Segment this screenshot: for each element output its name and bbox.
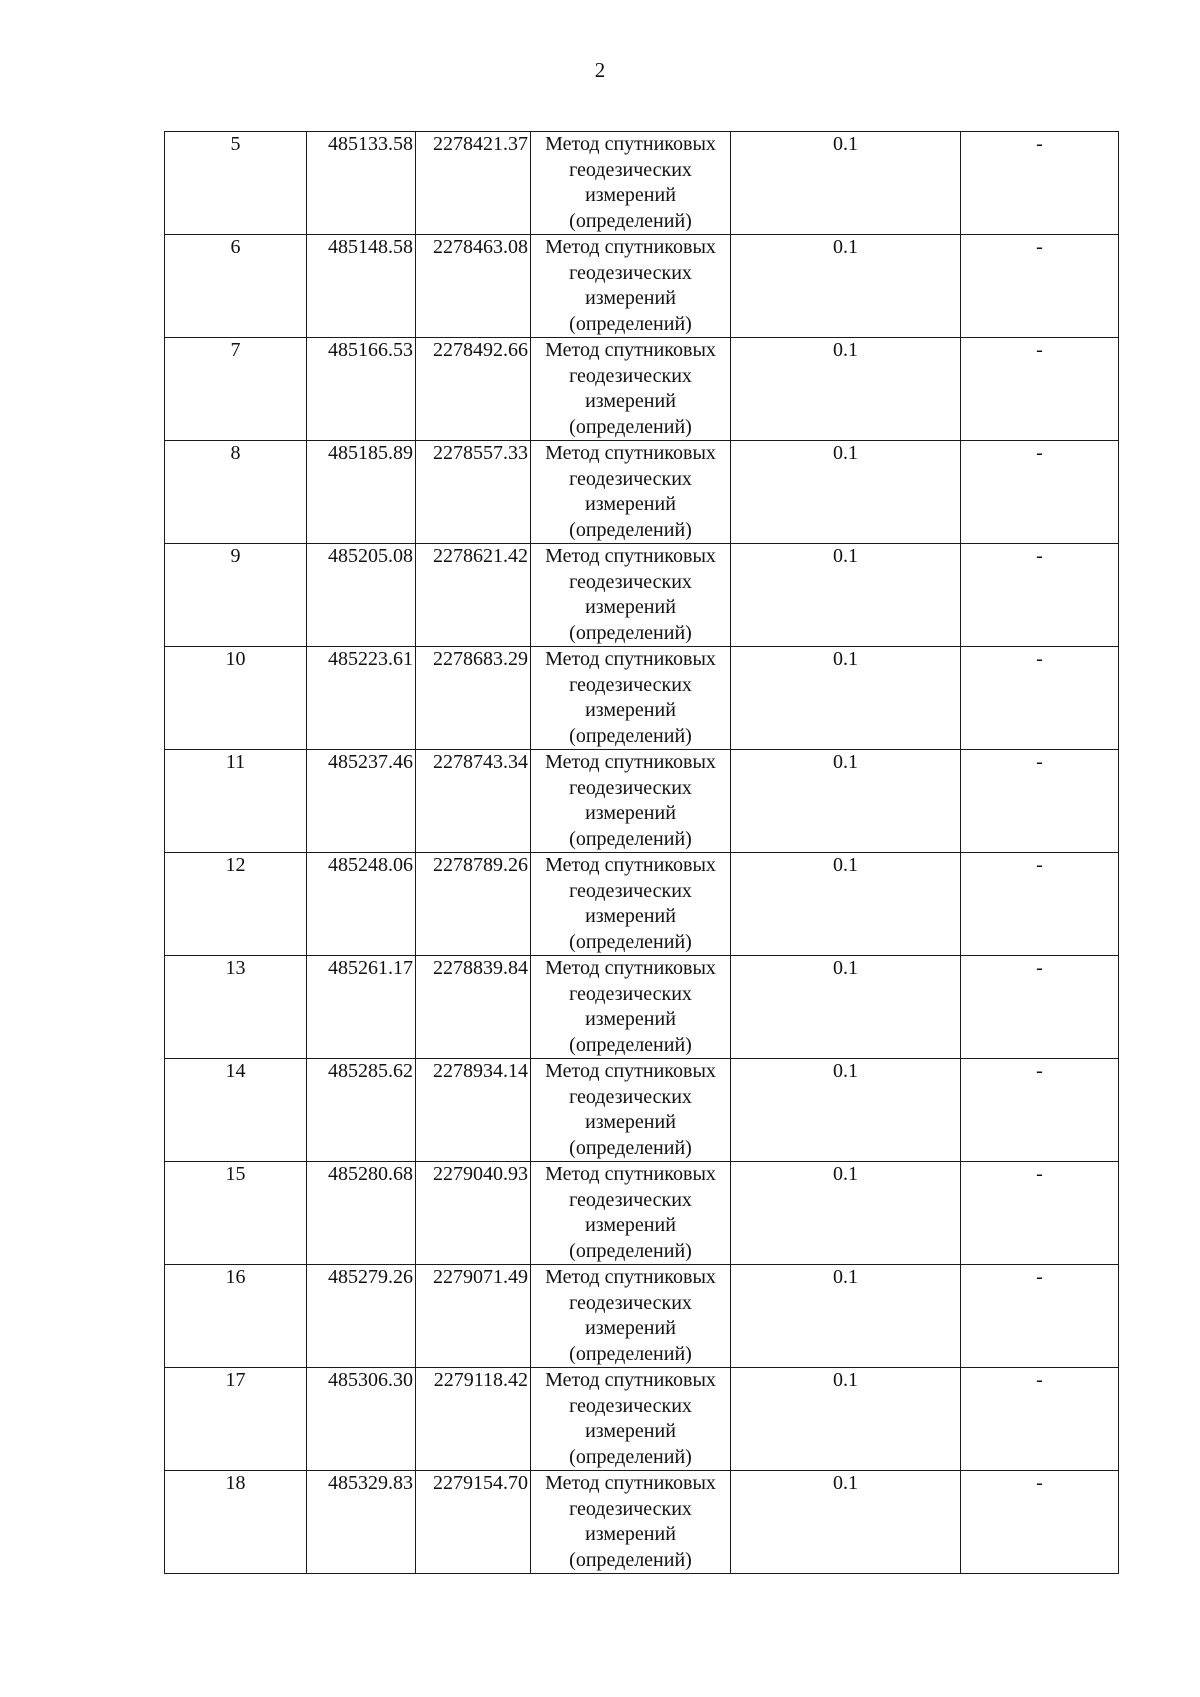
table-row	[165, 338, 1119, 441]
y-coordinate-cell: 2278789.26	[416, 853, 531, 956]
x-coordinate-cell: 485185.89	[307, 441, 416, 544]
x-coordinate-cell: 485279.26	[307, 1265, 416, 1368]
y-coordinate-cell: 2278557.33	[416, 441, 531, 544]
x-coordinate-cell: 485306.30	[307, 1368, 416, 1471]
y-coordinate-cell: 2278683.29	[416, 647, 531, 750]
method-cell: Метод спутниковых геодезических измерений (определений)	[531, 1162, 731, 1265]
y-coordinate-cell: 2278421.37	[416, 132, 531, 235]
y-coordinate-cell: 2279040.93	[416, 1162, 531, 1265]
x-coordinate-cell: 485248.06	[307, 853, 416, 956]
y-coordinate-cell: 2278621.42	[416, 544, 531, 647]
x-coordinate-cell: 485133.58	[307, 132, 416, 235]
point-number-cell: 9	[165, 544, 307, 647]
method-cell: Метод спутниковых геодезических измерений (определений)	[531, 1471, 731, 1574]
table-row	[165, 1368, 1119, 1471]
accuracy-cell: 0.1	[731, 750, 961, 853]
method-cell: Метод спутниковых геодезических измерений (определений)	[531, 338, 731, 441]
y-coordinate-cell: 2278492.66	[416, 338, 531, 441]
x-coordinate-cell: 485237.46	[307, 750, 416, 853]
point-number-cell: 7	[165, 338, 307, 441]
point-number-cell: 12	[165, 853, 307, 956]
table-row	[165, 132, 1119, 235]
description-cell: -	[961, 956, 1119, 1059]
table-row	[165, 1265, 1119, 1368]
accuracy-cell: 0.1	[731, 647, 961, 750]
method-cell: Метод спутниковых геодезических измерений (определений)	[531, 441, 731, 544]
description-cell: -	[961, 235, 1119, 338]
method-cell: Метод спутниковых геодезических измерений (определений)	[531, 956, 731, 1059]
point-number-cell: 6	[165, 235, 307, 338]
table-row	[165, 1059, 1119, 1162]
accuracy-cell: 0.1	[731, 1059, 961, 1162]
method-cell: Метод спутниковых геодезических измерений (определений)	[531, 544, 731, 647]
point-number-cell: 17	[165, 1368, 307, 1471]
y-coordinate-cell: 2278934.14	[416, 1059, 531, 1162]
y-coordinate-cell: 2279118.42	[416, 1368, 531, 1471]
description-cell: -	[961, 441, 1119, 544]
point-number-cell: 16	[165, 1265, 307, 1368]
method-cell: Метод спутниковых геодезических измерений (определений)	[531, 647, 731, 750]
x-coordinate-cell: 485205.08	[307, 544, 416, 647]
point-number-cell: 14	[165, 1059, 307, 1162]
point-number-cell: 13	[165, 956, 307, 1059]
page-number: 2	[594, 58, 606, 82]
method-cell: Метод спутниковых геодезических измерений (определений)	[531, 235, 731, 338]
accuracy-cell: 0.1	[731, 441, 961, 544]
x-coordinate-cell: 485223.61	[307, 647, 416, 750]
accuracy-cell: 0.1	[731, 544, 961, 647]
y-coordinate-cell: 2278839.84	[416, 956, 531, 1059]
accuracy-cell: 0.1	[731, 1368, 961, 1471]
description-cell: -	[961, 338, 1119, 441]
description-cell: -	[961, 853, 1119, 956]
table-row	[165, 647, 1119, 750]
accuracy-cell: 0.1	[731, 132, 961, 235]
point-number-cell: 10	[165, 647, 307, 750]
description-cell: -	[961, 132, 1119, 235]
table-row	[165, 1162, 1119, 1265]
description-cell: -	[961, 544, 1119, 647]
point-number-cell: 18	[165, 1471, 307, 1574]
table-row	[165, 853, 1119, 956]
description-cell: -	[961, 1368, 1119, 1471]
x-coordinate-cell: 485261.17	[307, 956, 416, 1059]
point-number-cell: 11	[165, 750, 307, 853]
method-cell: Метод спутниковых геодезических измерений (определений)	[531, 1265, 731, 1368]
table-row	[165, 1471, 1119, 1574]
description-cell: -	[961, 1059, 1119, 1162]
table-row	[165, 441, 1119, 544]
x-coordinate-cell: 485148.58	[307, 235, 416, 338]
table-row	[165, 956, 1119, 1059]
table-row	[165, 235, 1119, 338]
accuracy-cell: 0.1	[731, 1265, 961, 1368]
description-cell: -	[961, 1265, 1119, 1368]
method-cell: Метод спутниковых геодезических измерений (определений)	[531, 132, 731, 235]
point-number-cell: 15	[165, 1162, 307, 1265]
method-cell: Метод спутниковых геодезических измерений (определений)	[531, 1368, 731, 1471]
method-cell: Метод спутниковых геодезических измерений (определений)	[531, 1059, 731, 1162]
accuracy-cell: 0.1	[731, 853, 961, 956]
x-coordinate-cell: 485280.68	[307, 1162, 416, 1265]
method-cell: Метод спутниковых геодезических измерений (определений)	[531, 750, 731, 853]
x-coordinate-cell: 485329.83	[307, 1471, 416, 1574]
description-cell: -	[961, 1471, 1119, 1574]
y-coordinate-cell: 2279154.70	[416, 1471, 531, 1574]
y-coordinate-cell: 2279071.49	[416, 1265, 531, 1368]
description-cell: -	[961, 750, 1119, 853]
accuracy-cell: 0.1	[731, 338, 961, 441]
accuracy-cell: 0.1	[731, 235, 961, 338]
accuracy-cell: 0.1	[731, 956, 961, 1059]
point-number-cell: 5	[165, 132, 307, 235]
point-number-cell: 8	[165, 441, 307, 544]
x-coordinate-cell: 485285.62	[307, 1059, 416, 1162]
table-row	[165, 544, 1119, 647]
coordinates-table-body	[165, 132, 1119, 1574]
x-coordinate-cell: 485166.53	[307, 338, 416, 441]
description-cell: -	[961, 647, 1119, 750]
description-cell: -	[961, 1162, 1119, 1265]
coordinates-table	[164, 131, 1119, 1574]
y-coordinate-cell: 2278463.08	[416, 235, 531, 338]
accuracy-cell: 0.1	[731, 1162, 961, 1265]
accuracy-cell: 0.1	[731, 1471, 961, 1574]
y-coordinate-cell: 2278743.34	[416, 750, 531, 853]
method-cell: Метод спутниковых геодезических измерений (определений)	[531, 853, 731, 956]
table-row	[165, 750, 1119, 853]
